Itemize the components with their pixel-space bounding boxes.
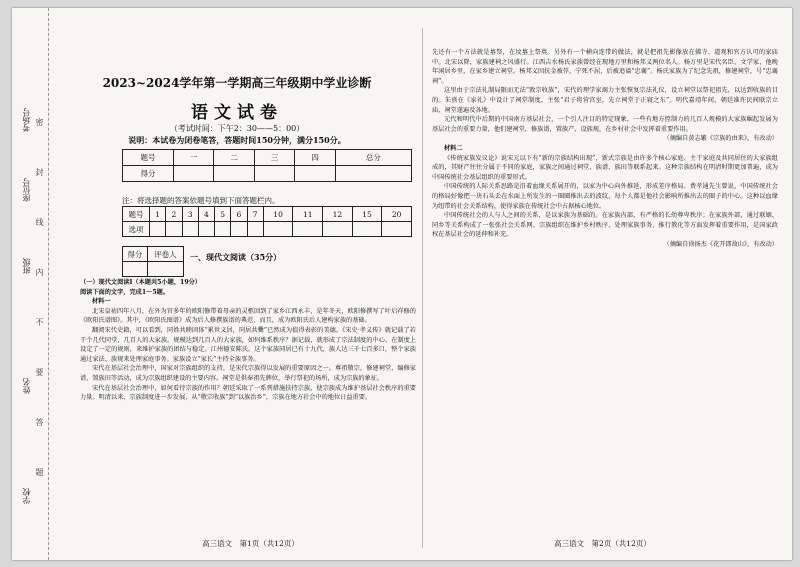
answer-number: 15 (352, 207, 382, 222)
score-cell[interactable] (295, 166, 335, 182)
paragraph: 《传统家族发议论》说宋元以下有“新的宗族结构出现”，新式宗族是由许多个核心家庭、主干家庭及共同居住的大家族组成的，其财产往往分属于不同的家庭，家族之间通过祠堂、族谱、族田等联系起来。这种宗族结构在明清时期更加普遍，成为中国传统社会基层组织的重要形式。 (432, 154, 778, 181)
seal-char: 答 (35, 418, 44, 426)
answer-cell[interactable] (263, 222, 293, 237)
answer-cell[interactable] (352, 222, 382, 237)
answer-cell[interactable] (247, 222, 263, 237)
paragraph: 北宋皇祐四年八月，在外为官多年的欧阳修带着母亲的灵柩回到了家乡江西永丰，是年冬天，欧阳修撰写了叶启祥修的《欧阳氏谱图》。其中，《欧阳氏图谱》成为后人修撰族谱的典范，而且，成为欧阳氏后人建构家族的基础。 (80, 307, 416, 325)
score-col: 三 (254, 150, 294, 166)
seal-char: 封 (35, 168, 44, 176)
paragraph: 这里由于宗法礼制局限而无法“敦宗收族”，宋代的理学家竭力主张恢复宗法礼仪，设立祠堂以祭祀祖先，以达到收族的目的。朱熹在《家礼》中设计了祠堂制度，主张“君子将营宫室，先立祠堂于正寝之东”。明代嘉靖年间，朝廷准许民间联宗立庙，祠堂遂遍及各地。 (432, 87, 778, 114)
answer-cell[interactable] (198, 222, 214, 237)
answer-cell[interactable] (166, 222, 182, 237)
answer-number: 12 (323, 207, 353, 222)
answer-number: 11 (293, 207, 323, 222)
answer-cell[interactable] (182, 222, 198, 237)
section-title: 一、现代文阅读（35分） (190, 252, 282, 262)
answer-cell[interactable] (293, 222, 323, 237)
paragraph: 先还有一个方法就是墓祭，在坟墓上祭奠。另外有一个横向连带的做法，就是把祖先影像放在佛寺、道观和官方认可的家庙中。北宋以降，家族建祠之风盛行。江西吉水杨氏家族曾经在现地万里和杨邦义两位名人。杨万里是宋代名臣、文学家，他晚年闲居乡里，在家乡建立祠堂。杨邦义因抗金被俘，宁死不屈，后被追谥“忠襄”。杨氏家族为了纪念先祖，修建祠堂，号“忠襄祠”。 (432, 49, 778, 85)
answer-table (122, 206, 412, 237)
seal-char: 线 (35, 218, 44, 226)
score-col: 四 (295, 150, 335, 166)
page-2 (424, 8, 784, 560)
answer-cell[interactable] (382, 222, 412, 237)
answer-number: 3 (182, 207, 198, 222)
answer-cell[interactable] (150, 222, 166, 237)
passage-left (80, 278, 416, 403)
school-label: 学校 (22, 488, 31, 504)
paragraph: 翻阅宋代史籍，可以看到，同姓共睦固体“累世义居，同居共爨”已然成为值得表彰的美德。《宋史·孝义传》就记载了若干个几代同堂，几百人的大家族。规模达到几百人的大家族，如何维系秩序？据记载，就形成了宗法制度的中心、在制度上设定了一定的规则，来维护家族的团结与稳定。江州德安陈氏，这个家族同居已有十九代，族人达三千七百多口，整个家族通过家法、族规来处理家庭事务。家族设立“家长”主持全族事务。 (80, 326, 416, 363)
answer-row-header: 题号 (123, 207, 150, 222)
paragraph: 宋代在基层社会治理中，如何看待宗族的作用？朝廷采取了一系列措施扶持宗族，使宗族成为维护基层社会秩序的重要力量。明清以来，宗族制度进一步发展，从“敬宗收族”到“以族治乡”，宗族在地方社会中的地位日益重要。 (80, 384, 416, 402)
citation: （摘编自黄志繁《宗族的由来》，有改动） (663, 135, 778, 143)
answer-row-header: 选项 (123, 222, 150, 237)
paragraph: 元代和明代中后期的中国南方基层社会，一个引人注目的特定现象，一些有地方控制力的几百人规模的大家族崛起发展为基层社会的重要力量，他们建祠堂，修族谱，置族产，设族规，在乡村社会中发挥着重要作用。 (432, 116, 778, 133)
answer-note: 注：将选择题的答案依题号填到下面答题栏内。 (122, 196, 280, 205)
page-footer: 高三语文 第1页（共12页） (202, 539, 299, 548)
answer-number: 10 (263, 207, 293, 222)
page-1 (52, 8, 422, 560)
seal-char: 要 (35, 368, 44, 376)
class-label: 班级 (22, 258, 31, 274)
answer-number: 6 (231, 207, 247, 222)
material-label: 材料二 (444, 144, 463, 152)
instruction: 阅读下面的文字，完成1～5题。 (80, 288, 170, 296)
answer-number: 1 (150, 207, 166, 222)
answer-number: 4 (198, 207, 214, 222)
subject-title: 语文试卷 (191, 103, 283, 123)
seal-char: 不 (35, 318, 44, 326)
score-col: 一 (174, 150, 214, 166)
score-row-header: 题号 (123, 150, 174, 166)
answer-number: 20 (382, 207, 412, 222)
name-label: 姓名 (22, 378, 31, 394)
score-cell[interactable] (254, 166, 294, 182)
grader-score-cell[interactable] (123, 262, 148, 277)
answer-cell[interactable] (231, 222, 247, 237)
passage-right (432, 48, 778, 249)
answer-cell[interactable] (323, 222, 353, 237)
score-col: 二 (214, 150, 254, 166)
exam-title: 2023~2024学年第一学期高三年级期中学业诊断 (102, 76, 372, 90)
answer-number: 5 (215, 207, 231, 222)
binding-margin (12, 8, 49, 560)
page-footer: 高三语文 第2页（共12页） (554, 539, 651, 548)
subsection-title: （一）现代文阅读Ⅰ（本题共5小题，19分） (80, 279, 201, 286)
seat-label: 座位号 (22, 178, 31, 202)
paragraph: 宋代在基层社会治理中，国家对宗族组织的支持，是宋代宗族得以发展的重要原因之一。尊祖敬宗，修建祠堂，编修家谱，置族田等活动，成为宗族组织建设的主要内容。祠堂是供奉祖先牌位，举行祭祀的场所，成为宗族的象征。 (80, 365, 416, 382)
grader-name-label: 评卷人 (147, 247, 183, 262)
score-table (122, 149, 412, 182)
grader-score-label: 得分 (123, 247, 148, 262)
answer-cell[interactable] (215, 222, 231, 237)
score-cell[interactable] (335, 166, 411, 182)
paragraph: 中国传统社会的人与人之间的关系，是以家族为基础的。在家族内部，有严格的长幼尊卑秩序；在家族外部，通过联姻、同乡等关系构成了一张张社会关系网。宗族组织在维护乡村秩序、处理家族事务、推行教化等方面发挥着重要作用，是国家政权在基层社会的延伸和补充。 (432, 212, 778, 239)
grader-name-cell[interactable] (147, 262, 183, 277)
score-cell[interactable] (214, 166, 254, 182)
answer-number: 2 (166, 207, 182, 222)
exam-room-label: 考场号 (22, 108, 31, 132)
seal-char: 内 (35, 268, 44, 276)
page-divider (422, 28, 423, 548)
exam-note: 说明：本试卷为闭卷笔答，答题时间150分钟，满分150分。 (128, 135, 346, 145)
paragraph: 中国传统的人际关系思路是沿着血缘关系展开的，以家为中心向外推延，形成差序格局。费孝通先生曾说，中国传统社会的格局好像把一块石头丢在水面上所发生的一圈圈推出去的波纹，每个人都是他社会影响所推出去的圈子的中心。这种以血缘为纽带的社会关系结构，使得家族在传统社会中占据核心地位。 (432, 183, 778, 210)
answer-number: 7 (247, 207, 263, 222)
citation: （摘编自徐扬杰《花开即故山》，有改动） (663, 240, 778, 248)
score-row-header: 得分 (123, 166, 174, 182)
seal-char: 题 (35, 468, 44, 476)
exam-time: （考试时间：下午2：30——5：00） (169, 124, 305, 133)
score-cell[interactable] (174, 166, 214, 182)
material-label: 材料一 (92, 298, 111, 306)
seal-char: 密 (35, 118, 44, 126)
grader-box (122, 246, 184, 277)
score-col: 总分 (335, 150, 411, 166)
exam-sheet (12, 8, 792, 560)
